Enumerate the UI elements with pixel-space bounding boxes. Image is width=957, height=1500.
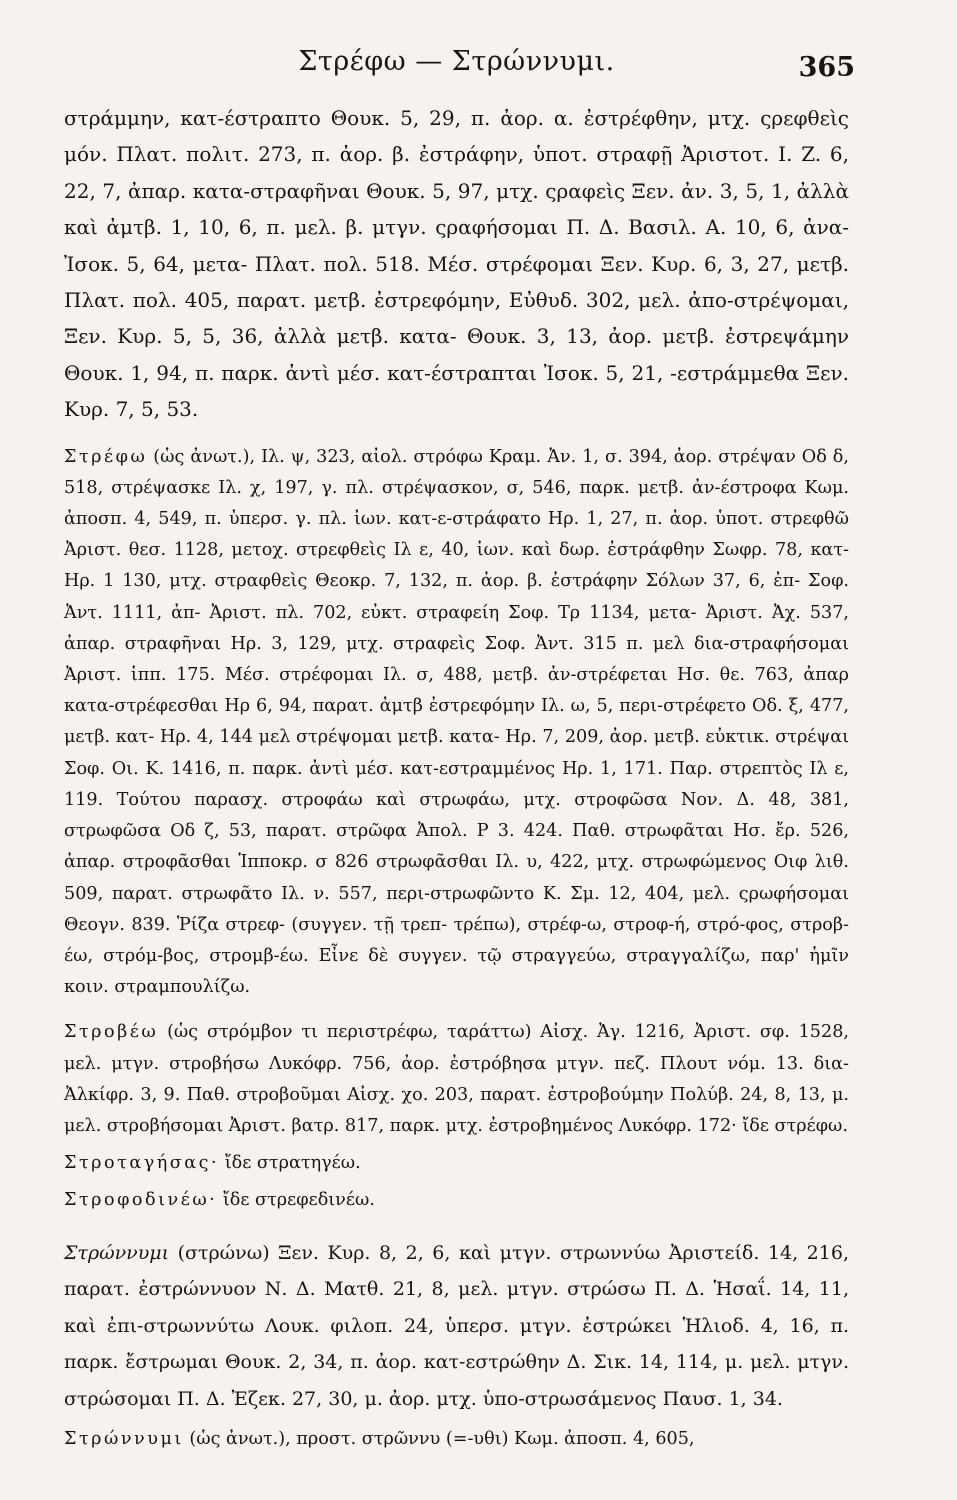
running-head-title: Στρέφω — Στρώννυμι. xyxy=(298,46,615,77)
entry-strophodineo xyxy=(64,1185,849,1216)
entry-continuation-strepho xyxy=(64,100,849,428)
entry-text: ἴδε στρεφεδινέω. xyxy=(217,1190,375,1211)
entry-stronnymi-dialectal xyxy=(64,1424,849,1455)
entry-lemma: Στροβέω xyxy=(64,1022,159,1043)
entry-text: (ὡς στρόμβον τι περιστρέφω, ταράττω) Αἰσχ. Ἀγ. 1216, Ἀριστ. σφ. 1528, μελ. μτγν. στροβήσω Λυκόφρ. 756, ἀορ. ἐστρόβησα μτγν. πεζ. Πλουτ νόμ. 13. δια- Ἀλκίφρ. 3, 9. Παθ. στροβοῦμαι Αἰσχ. χο. 203, παρατ. ἐστροβούμην Πολύβ. 24, 8, 13, μ. μελ. στροβήσομαι Ἀριστ. βατρ. 817, παρκ. μτχ. ἐστροβημένος Λυκόφρ. 172· ἴδε στρέφω. xyxy=(64,1022,849,1136)
entry-strepho-dialectal xyxy=(64,442,849,1004)
entry-lemma: Στρώννυμι xyxy=(64,1428,184,1449)
entry-lemma: Στροταγήσας· xyxy=(64,1153,220,1174)
entry-text: (ὡς ἀνωτ.), προστ. στρῶννυ (=-υθι) Κωμ. ἀποσπ. 4, 605, xyxy=(183,1428,695,1449)
entry-strobeo xyxy=(64,1017,849,1142)
entry-strotagesas xyxy=(64,1148,849,1179)
entry-lemma: Στρέφω xyxy=(64,446,148,467)
entry-lemma: Στρώννυμι xyxy=(64,1241,170,1264)
entry-text: (στρώνω) Ξεν. Κυρ. 8, 2, 6, καὶ μτγν. στρωννύω Ἀριστείδ. 14, 216, παρατ. ἐστρώννυον Ν. Δ. Ματθ. 21, 8, μελ. μτγν. στρώσω Π. Δ. Ἡσαΐ. 14, 11, καὶ ἐπι-στρωννύτω Λουκ. φιλοπ. 24, ὑπερσ. μτγν. ἐστρώκει Ἡλιοδ. 4, 16, π. παρκ. ἔστρωμαι Θουκ. 2, 34, π. ἀορ. κατ-εστρώθην Δ. Σικ. 14, 114, μ. μελ. μτγν. στρώσομαι Π. Δ. Ἐζεκ. 27, 30, μ. ἀορ. μτχ. ὑπο-στρωσάμενος Παυσ. 1, 34. xyxy=(64,1241,849,1410)
entry-text: ἴδε στρατηγέω. xyxy=(219,1153,361,1174)
entry-lemma: Στροφοδινέω· xyxy=(64,1190,218,1211)
entry-text: στράμμην, κατ-έστραπτο Θουκ. 5, 29, π. ἀορ. α. ἐστρέφθην, μτχ. ςρεφθεὶς μόν. Πλατ. πολιτ. 273, π. ἀορ. β. ἐστράφην, ὑποτ. στραφῇ Ἀριστοτ. I. Z. 6, 22, 7, ἀπαρ. κατα-στραφῆναι Θουκ. 5, 97, μτχ. ςραφεὶς Ξεν. ἀν. 3, 5, 1, ἀλλὰ καὶ ἀμτβ. 1, 10, 6, π. μελ. β. μτγν. ςραφήσομαι Π. Δ. Βασιλ. Α. 10, 6, ἀνα- Ἰσοκ. 5, 64, μετα- Πλατ. πολ. 518. Μέσ. στρέφομαι Ξεν. Κυρ. 6, 3, 27, μετβ. Πλατ. πολ. 405, παρατ. μετβ. ἐστρεφόμην, Εὐθυδ. 302, μελ. ἀπο-στρέψομαι, Ξεν. Κυρ. 5, 5, 36, ἀλλὰ μετβ. κατα- Θουκ. 3, 13, ἀορ. μετβ. ἐστρεψάμην Θουκ. 1, 94, π. παρκ. ἀντὶ μέσ. κατ-έστραπται Ἰσοκ. 5, 21, -εστράμμεθα Ξεν. Κυρ. 7, 5, 53. xyxy=(64,106,849,422)
entry-stronnymi xyxy=(64,1235,849,1418)
entry-text: (ὡς ἀνωτ.), Ιλ. ψ, 323, αἰολ. στρόφω Κραμ. Ἀν. 1, σ. 394, ἀορ. στρέψαν Οδ δ, 518, στρέψασκε Ιλ. χ, 197, γ. πλ. στρέψασκον, σ, 546, παρκ. μετβ. ἀν-έστροφα Κωμ. ἀποσπ. 4, 549, π. ὑπερσ. γ. πλ. ἰων. κατ-ε-στράφατο Ηρ. 1, 27, π. ἀορ. ὑποτ. στρεφθῶ Ἀριστ. θεσ. 1128, μετοχ. στρεφθεὶς Ιλ ε, 40, ἰων. καὶ δωρ. ἐστράφθην Σωφρ. 78, κατ- Ηρ. 1 130, μτχ. στραφθεὶς Θεοκρ. 7, 132, π. ἀορ. β. ἐστράφην Σόλων 37, 6, ἐπ- Σοφ. Ἀντ. 1111, ἀπ- Ἀριστ. πλ. 702, εὐκτ. στραφείη Σοφ. Τρ 1134, μετα- Ἀριστ. Ἀχ. 537, ἀπαρ. στραφῆναι Ηρ. 3, 129, μτχ. στραφεὶς Σοφ. Ἀντ. 315 π. μελ δια-στραφήσομαι Ἀριστ. ἱππ. 175. Μέσ. στρέφομαι Ιλ. σ, 488, μετβ. ἀν-στρέφεται Ησ. θε. 763, ἀπαρ κατα-στρέφεσθαι Ηρ 6, 94, παρατ. ἀμτβ ἐστρεφόμην Ιλ. ω, 5, περι-στρέφετο Οδ. ξ, 477, μετβ. κατ- Ηρ. 4, 144 μελ στρέψομαι μετβ. κατα- Ηρ. 7, 209, ἀορ. μετβ. εὐκτικ. στρέψαι Σοφ. Οι. Κ. 1416, π. παρκ. ἀντὶ μέσ. κατ-εστραμμένος Ηρ. 1, 171. Παρ. στρεπτὸς Ιλ ε, 119. Τούτου παρασχ. στροφάω καὶ στρωφάω, μτχ. στροφῶσα Νον. Δ. 48, 381, στρωφῶσα Οδ ζ, 53, παρατ. στρῶφα Ἀπολ. Ρ 3. 424. Παθ. στρωφᾶται Ησ. ἔρ. 526, ἀπαρ. στροφᾶσθαι Ἱπποκρ. σ 826 στρωφᾶσθαι Ιλ. υ, 422, μτχ. στρωφώμενος Οιφ λιθ. 509, παρατ. στρωφᾶτο Ιλ. ν. 557, περι-στρωφῶντο Κ. Σμ. 12, 404, μελ. ςρωφήσομαι Θεογν. 839. Ῥίζα στρεφ- (συγγεν. τῇ τρεπ- τρέπω), στρέφ-ω, στροφ-ή, στρό-φος, στροβ-έω, στρόμ-βος, στρομβ-έω. Εἶνε δὲ συγγεν. τῷ στραγγεύω, στραγγαλίζω, παρ' ἡμῖν κοιν. στραμπουλίζω. xyxy=(64,446,849,998)
running-head xyxy=(64,40,855,84)
page-number: 365 xyxy=(798,52,855,83)
